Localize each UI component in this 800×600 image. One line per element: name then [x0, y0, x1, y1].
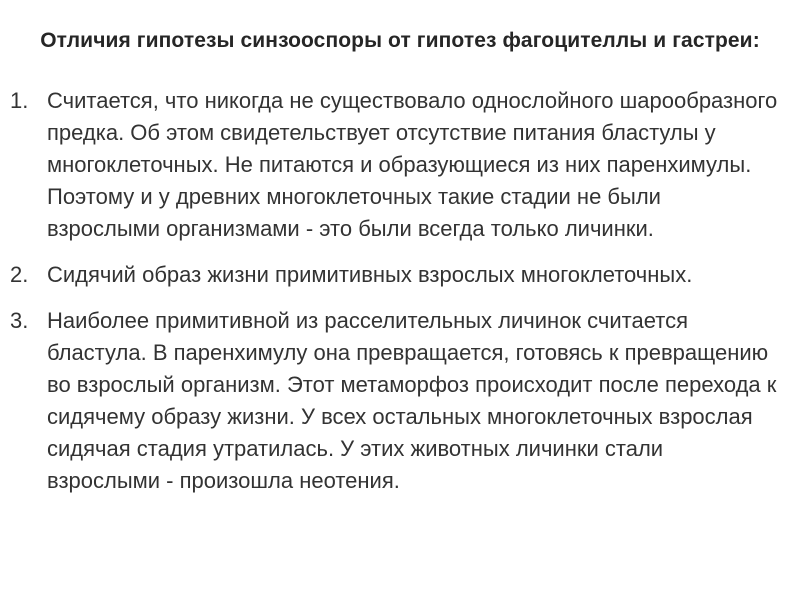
list-item-number: 2.	[10, 262, 29, 287]
list-item-text: Сидячий образ жизни примитивных взрослых многоклеточных.	[47, 262, 693, 287]
list-item	[10, 305, 790, 497]
list-item-text: Наиболее примитивной из расселительных личинок считается бластула. В паренхимулу она превращается, готовясь к превращению во взрослый организм. Этот метаморфоз происходит после перехода к сидячему образу жизни. У всех остальных многоклеточных взрослая сидячая стадия утратилась. У этих животных личинки стали взрослыми - произошла неотения.	[47, 308, 777, 493]
list-item	[10, 85, 790, 245]
list-item	[10, 259, 790, 291]
list-item-number: 1.	[10, 88, 29, 113]
list-item-text: Считается, что никогда не существовало однослойного шарообразного предка. Об этом свидетельствует отсутствие питания бластулы у многоклеточных. Не питаются и образующиеся из них паренхимулы. Поэтому и у древних многоклеточных такие стадии не были взрослыми организмами - это были всегда только личинки.	[47, 88, 778, 241]
list-item-number: 3.	[10, 308, 29, 333]
numbered-list	[10, 85, 790, 511]
slide-title: Отличия гипотезы синзооспоры от гипотез фагоцителлы и гастреи:	[40, 29, 760, 52]
